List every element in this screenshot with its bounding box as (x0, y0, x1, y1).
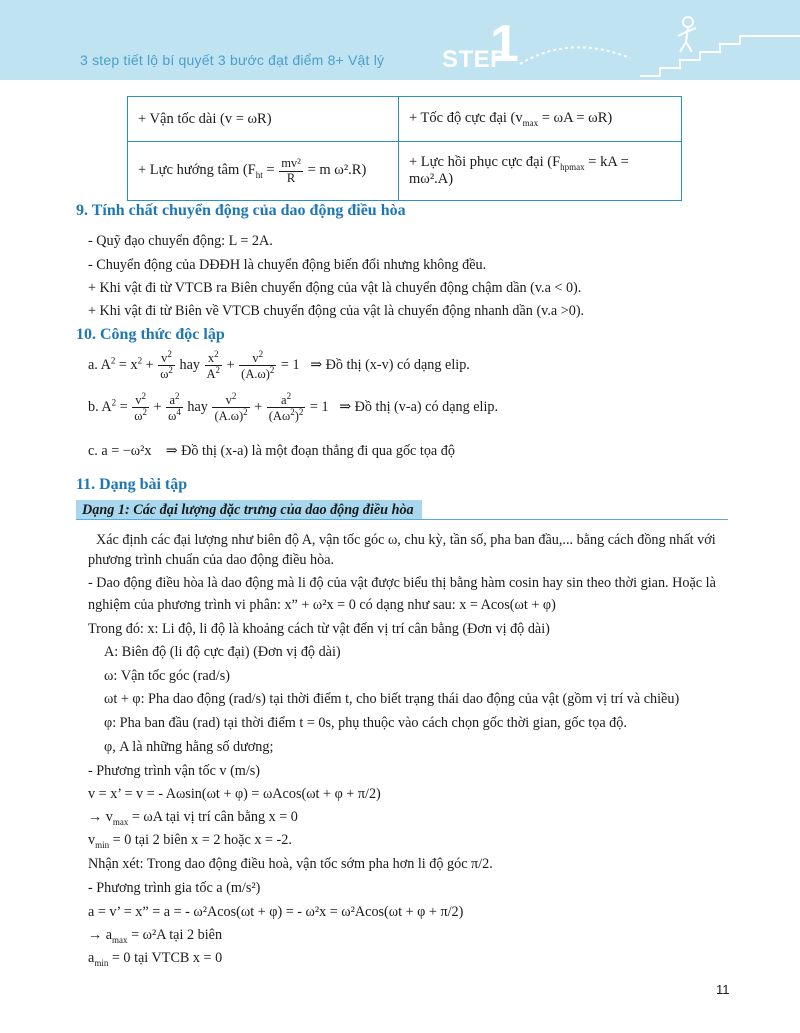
arrow-icon: ⇒ (339, 399, 352, 416)
cell-text: + Vận tốc dài (v = ωR) (138, 110, 272, 127)
hay-word: hay (187, 399, 208, 416)
formula-result: Đồ thị (v-a) có dạng elip. (354, 399, 499, 416)
fraction: $\frac{x^2}{A^2}$ (206, 349, 221, 382)
table-cell (399, 142, 682, 201)
fraction: $\frac{a^2}{(A\omega^2)^2}$ (268, 391, 304, 424)
subscript: ht (255, 170, 263, 181)
sec11-line: a = v’ = x” = a = - ω²Acos(ωt + φ) = - ω²x = ω²Acos(ωt + φ + π/2) (88, 904, 464, 920)
divider (76, 519, 728, 520)
fraction: $\frac{v^2}{(A.\omega)^2}$ (214, 391, 248, 424)
cell-text: + Lực hướng tâm (F (138, 162, 256, 179)
sec11-line: - Phương trình gia tốc a (m/s²) (88, 880, 261, 896)
stairs-figure-icon (510, 14, 800, 80)
dang-1-label: Dạng 1: Các đại lượng đặc trưng của dao động điều hòa (76, 500, 422, 520)
formula-b: b. $A^2$ = $\frac{v^2}{\omega^2}$ + $\frac{a^2}{\omega^4}$ hay $\frac{v^2}{(A.\omega)^2}$ + $\frac{a^2}{(A\omega^2)^2}$ = 1 ⇒ Đồ thị (v-a) có dạng elip. (88, 391, 499, 424)
section-9-heading: 9. Tính chất chuyển động của dao động điều hòa (76, 202, 406, 219)
sec11-line: φ: Pha ban đầu (rad) tại thời điểm t = 0s, phụ thuộc vào cách chọn gốc thời gian, gốc tọa độ. (104, 715, 627, 731)
header-title: 3 step tiết lộ bí quyết 3 bước đạt điểm 8+ Vật lý (80, 52, 385, 68)
hay-word: hay (179, 357, 200, 374)
formula-result: Đồ thị (x-v) có dạng elip. (325, 357, 470, 374)
sec11-line: Nhận xét: Trong dao động điều hoà, vận tốc sớm pha hơn li độ góc π/2. (88, 856, 493, 872)
fraction: $\frac{v^2}{\omega^2}$ (134, 391, 147, 424)
sec11-line: nghiệm của phương trình vi phân: x” + ω²x = 0 có dạng như sau: x = Acos(ωt + φ) (88, 597, 556, 613)
page-header (0, 0, 800, 80)
sec11-line: ω: Vận tốc góc (rad/s) (104, 668, 230, 684)
cell-text: + Lực hồi phục cực đại (F (409, 153, 561, 170)
amin-line: $a_{min} = 0$ tại VTCB x = 0 (88, 950, 223, 968)
table-cell (399, 97, 682, 142)
sec11-line: Xác định các đại lượng như biên độ A, vận tốc góc ω, chu kỳ, tần số, pha ban đầu,... bằng cách đồng nhất với (96, 532, 716, 548)
sec11-line: - Phương trình vận tốc v (m/s) (88, 763, 261, 779)
cell-text: = ωA = ωR) (538, 110, 613, 127)
fraction: $\frac{v^2}{(A.\omega)^2}$ (241, 349, 275, 382)
sec11-line: A: Biên độ (li độ cực đại) (Đơn vị độ dài) (104, 644, 341, 660)
sec9-line: + Khi vật đi từ Biên về VTCB chuyển động của vật là chuyển động nhanh dần (v.a >0). (88, 303, 585, 319)
sec9-line: + Khi vật đi từ VTCB ra Biên chuyển động của vật là chuyển động chậm dần (v.a < 0). (88, 280, 582, 296)
formula-expr: a = −ω²x (101, 443, 152, 459)
sec9-line: - Quỹ đạo chuyển động: L = 2A. (88, 233, 273, 249)
vmax-line: → $v_{max} = \omega A$ tại vị trí cân bằng x = 0 (88, 809, 298, 827)
sec11-line: v = x’ = v = - Aωsin(ωt + φ) = ωAcos(ωt + φ + π/2) (88, 786, 381, 802)
formula-table (127, 96, 682, 201)
cell-text: + Tốc độ cực đại (v (409, 110, 523, 127)
formula-c (88, 443, 455, 460)
fraction: $\frac{\text{mv²}}{R}$ (281, 156, 301, 185)
sec11-line: phương trình chuẩn của dao động điều hòa. (88, 552, 335, 568)
cell-text: = kA = mω².A) (409, 153, 629, 188)
fraction: $\frac{a^2}{\omega^4}$ (168, 391, 181, 424)
step-number: 1 (490, 15, 519, 73)
cell-text: = m ω².R) (307, 162, 367, 179)
section-11-heading: 11. Dạng bài tập (76, 476, 188, 493)
table-cell (128, 97, 399, 142)
arrow-icon: ⇒ (310, 357, 323, 374)
formula-label: c. (88, 443, 98, 459)
amax-line: → $a_{max} = \omega^2A$ tại 2 biên (88, 927, 223, 945)
sec9-line: - Chuyển động của DĐĐH là chuyển động biến đổi nhưng không đều. (88, 257, 487, 273)
section-10-heading: 10. Công thức độc lập (76, 326, 225, 343)
table-cell: + Lực hướng tâm ($F_{ht}$ = $\frac{\text{mv²}}{R}$ = m ω².R) (128, 142, 399, 201)
formula-label: a. (88, 357, 98, 374)
fraction: $\frac{v^2}{\omega^2}$ (160, 349, 173, 382)
step-word: STEP (442, 46, 507, 73)
page-number: 11 (716, 982, 730, 997)
formula-label: b. (88, 399, 99, 416)
formula-result: Đồ thị (x-a) là một đoạn thẳng đi qua gốc tọa độ (181, 443, 455, 459)
formula-a: a. $A^2 = x^2$ + $\frac{v^2}{\omega^2}$ hay $\frac{x^2}{A^2}$ + $\frac{v^2}{(A.\omega)^2}$ = 1 ⇒ Đồ thị (x-v) có dạng elip. (88, 349, 470, 382)
sec11-line: ωt + φ: Pha dao động (rad/s) tại thời điểm t, cho biết trạng thái dao động của vật (gồm vị trí và chiều) (104, 691, 680, 707)
sec11-line: - Dao động điều hòa là dao động mà li độ của vật được biểu thị bằng hàm cosin hay sin theo thời gian. Hoặc là (88, 575, 716, 591)
sec11-line: Trong đó: x: Li độ, li độ là khoảng cách từ vật đến vị trí cân bằng (Đơn vị độ dài) (88, 621, 550, 637)
sec11-line: φ, A là những hằng số dương; (104, 739, 274, 755)
arrow-icon: ⇒ (165, 443, 178, 459)
subscript: hpmax (560, 161, 585, 172)
vmin-line: $v_{min} = 0$ tại 2 biên x = 2 hoặc x = -2. (88, 832, 292, 850)
subscript: max (522, 117, 539, 128)
